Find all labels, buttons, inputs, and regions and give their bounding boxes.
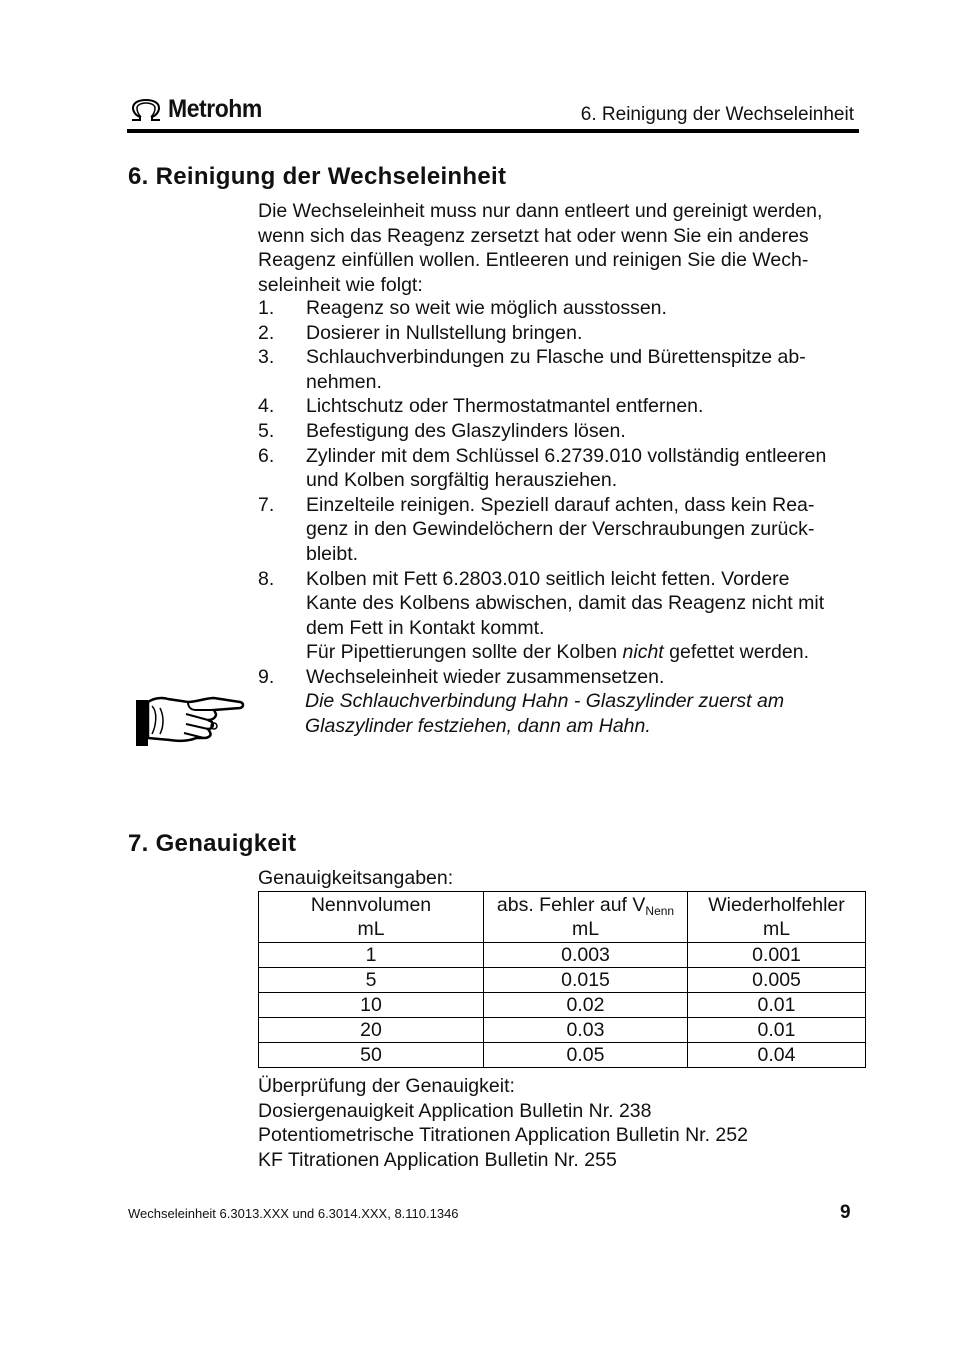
step-number: 6. xyxy=(258,444,275,467)
table-row xyxy=(259,1018,866,1043)
step-line: Dosierer in Nullstellung bringen. xyxy=(306,321,583,344)
assembly-note xyxy=(305,689,865,738)
step-line: bleibt. xyxy=(306,542,359,565)
table-cell: 0.04 xyxy=(688,1043,866,1068)
table-row xyxy=(259,1043,866,1068)
step-line: Wechseleinheit wieder zusammensetzen. xyxy=(306,665,665,688)
header-abs-error: abs. Fehler auf $V_{Nenn}$ mL xyxy=(484,892,688,943)
brand-name: Metrohm xyxy=(168,95,262,123)
step-line: Kolben mit Fett 6.2803.010 seitlich leicht fetten. Vordere xyxy=(306,567,790,590)
remark-before: Für Pipettierungen sollte der Kolben xyxy=(306,641,623,664)
step-line: Lichtschutz oder Thermostatmantel entfernen. xyxy=(306,395,704,418)
step-number: 5. xyxy=(258,419,275,442)
header-repeatability: Wiederholfehler mL xyxy=(688,892,866,943)
step-text xyxy=(306,493,860,567)
omega-icon xyxy=(128,98,164,122)
step-line: Zylinder mit dem Schlüssel 6.2739.010 vollständig entleeren xyxy=(306,444,827,467)
table-cell: 0.005 xyxy=(688,968,866,993)
pointing-hand-icon xyxy=(134,692,246,755)
remark-after: gefettet werden. xyxy=(663,641,809,664)
table-cell: 0.001 xyxy=(688,943,866,968)
reference-line: Dosiergenauigkeit Application Bulletin Nr. 238 xyxy=(258,1099,652,1122)
pipetting-remark xyxy=(306,640,860,665)
cleaning-steps-list xyxy=(258,296,860,690)
list-item xyxy=(258,665,860,690)
step-line: Schlauchverbindungen zu Flasche und Bürettenspitze ab- xyxy=(306,346,806,369)
page-number: 9 xyxy=(840,1202,851,1223)
intro-line: seleinheit wie folgt: xyxy=(258,273,423,296)
table-cell: 0.01 xyxy=(688,1018,866,1043)
step-number: 4. xyxy=(258,395,275,418)
step-text xyxy=(306,345,860,394)
table-cell: 1 xyxy=(259,943,484,968)
intro-line: Die Wechseleinheit muss nur dann entleert und gereinigt werden, xyxy=(258,200,823,222)
list-item xyxy=(258,321,860,346)
table-cell: 0.015 xyxy=(484,968,688,993)
reference-line: Potentiometrische Titrationen Application Bulletin Nr. 252 xyxy=(258,1124,748,1147)
table-row xyxy=(259,993,866,1018)
remark-emphasis: nicht xyxy=(622,641,664,664)
step-number: 8. xyxy=(258,567,275,590)
accuracy-check-references xyxy=(258,1074,748,1172)
step-line: Befestigung des Glaszylinders lösen. xyxy=(306,419,626,442)
step-line: Kante des Kolbens abwischen, damit das Reagenz nicht mit xyxy=(306,592,825,615)
step-number: 3. xyxy=(258,346,275,369)
note-line: Glaszylinder festziehen, dann am Hahn. xyxy=(305,714,651,737)
step-line: Reagenz so weit wie möglich ausstossen. xyxy=(306,297,667,319)
step-text xyxy=(306,444,860,493)
step-text xyxy=(306,665,860,690)
step-text xyxy=(306,567,860,665)
table-cell: 5 xyxy=(259,968,484,993)
table-cell: 0.03 xyxy=(484,1018,688,1043)
table-cell: 50 xyxy=(259,1043,484,1068)
step-number: 1. xyxy=(258,297,275,319)
table-cell: 10 xyxy=(259,993,484,1018)
step-number: 9. xyxy=(258,665,275,688)
header-nominal-volume: Nennvolumen mL xyxy=(259,892,484,943)
step-text xyxy=(306,419,860,444)
step-number: 7. xyxy=(258,493,275,516)
list-item xyxy=(258,444,860,493)
step-line: nehmen. xyxy=(306,370,382,393)
step-text xyxy=(306,296,860,321)
list-item xyxy=(258,394,860,419)
step-line: dem Fett in Kontakt kommt. xyxy=(306,616,545,639)
section-7-heading: 7. Genauigkeit xyxy=(128,830,297,857)
header-rule xyxy=(127,129,859,133)
table-header-row xyxy=(259,892,866,943)
step-number: 2. xyxy=(258,321,275,344)
step-line: Einzelteile reinigen. Speziell darauf achten, dass kein Rea- xyxy=(306,493,815,516)
note-line: Die Schlauchverbindung Hahn - Glaszylinder zuerst am xyxy=(305,690,785,712)
accuracy-table xyxy=(258,891,866,1068)
section-6-intro xyxy=(258,199,858,297)
list-item xyxy=(258,493,860,567)
header-section-title: 6. Reinigung der Wechseleinheit xyxy=(580,104,854,125)
list-item xyxy=(258,567,860,665)
step-line: und Kolben sorgfältig herausziehen. xyxy=(306,469,618,492)
list-item xyxy=(258,419,860,444)
reference-line: KF Titrationen Application Bulletin Nr. 255 xyxy=(258,1148,617,1171)
metrohm-logo xyxy=(128,95,270,124)
list-item xyxy=(258,296,860,321)
step-text xyxy=(306,321,860,346)
reference-line: Überprüfung der Genauigkeit: xyxy=(258,1075,515,1097)
table-cell: 20 xyxy=(259,1018,484,1043)
table-cell: 0.01 xyxy=(688,993,866,1018)
list-item xyxy=(258,345,860,394)
footer-doc-ref: Wechseleinheit 6.3013.XXX und 6.3014.XXX, 8.110.1346 xyxy=(128,1206,459,1221)
table-cell: 0.02 xyxy=(484,993,688,1018)
intro-line: wenn sich das Reagenz zersetzt hat oder wenn Sie ein anderes xyxy=(258,224,809,247)
table-cell: 0.003 xyxy=(484,943,688,968)
intro-line: Reagenz einfüllen wollen. Entleeren und reinigen Sie die Wech- xyxy=(258,249,809,272)
step-line: genz in den Gewindelöchern der Verschraubungen zurück- xyxy=(306,518,815,541)
step-text xyxy=(306,394,860,419)
accuracy-label: Genauigkeitsangaben: xyxy=(258,867,454,889)
section-6-heading: 6. Reinigung der Wechseleinheit xyxy=(128,163,507,190)
table-row xyxy=(259,968,866,993)
table-cell: 0.05 xyxy=(484,1043,688,1068)
table-row xyxy=(259,943,866,968)
